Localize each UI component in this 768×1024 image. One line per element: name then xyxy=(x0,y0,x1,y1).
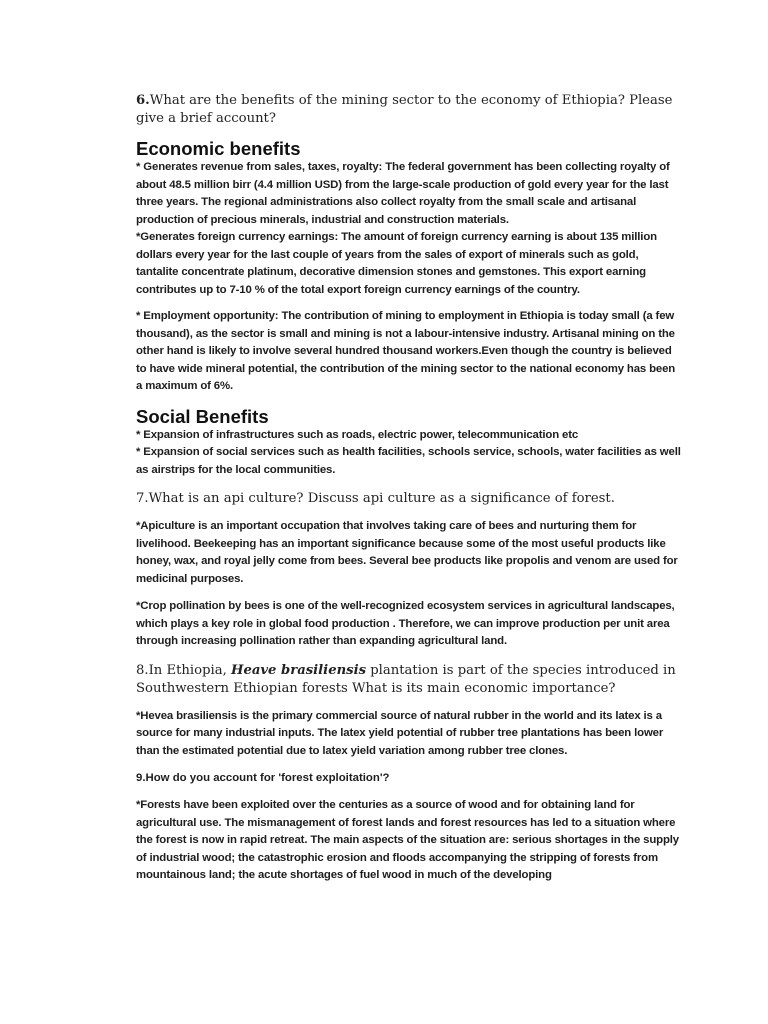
social-infrastructure-paragraph: * Expansion of infrastructures such as roads, electric power, telecommunication etc xyxy=(136,428,579,441)
question-9 xyxy=(136,770,681,787)
question-6-number: 6. xyxy=(136,93,150,108)
question-6-text: What are the benefits of the mining sector to the economy of Ethiopia? Please give a brief account? xyxy=(136,93,673,126)
economic-benefits-heading: Economic benefits xyxy=(136,138,301,159)
question-9-text: How do you account for 'forest exploitation'? xyxy=(145,772,390,784)
document-page xyxy=(136,92,681,885)
question-9-number: 9. xyxy=(136,772,146,784)
question-8-number: 8. xyxy=(136,662,149,678)
forest-exploitation-answer: *Forests have been exploited over the centuries as a source of wood and for obtaining land for agricultural use. The mismanagement of forest lands and forest resources has led to a situation where the forest is now in rapid retreat. The main aspects of the situation are: serious shortages in the supply of industrial wood; the catastrophic erosion and floods accompanying the stripping of forests from mountainous land; the acute shortages of fuel wood in much of the developing xyxy=(136,799,679,881)
social-benefits-heading: Social Benefits xyxy=(136,405,269,427)
economic-employment-paragraph: * Employment opportunity: The contribution of mining to employment in Ethiopia is today small (a few thousand), as the sector is small and mining is not a labour-intensive industry. Artisanal mining on the other hand is likely to involve several hundred thousand workers.Even though the country is believed to have wide mineral potential, the contribution of the mining sector to the national economy has been a maximum of 6%. xyxy=(136,310,676,392)
question-7-text: What is an api culture? Discuss api culture as a significance of forest. xyxy=(148,491,615,506)
social-services-paragraph: * Expansion of social services such as health facilities, schools service, schools, water facilities as well as airstrips for the local communities. xyxy=(136,446,681,476)
question-6 xyxy=(136,92,681,128)
economic-currency-paragraph: *Generates foreign currency earnings: The amount of foreign currency earning is about 135 million dollars every year for the last couple of years from the sales of export of minerals such as gold, tantalite concentrate platinum, decorative dimension stones and gemstones. This export earning contributes up to 7-10 % of the total export foreign currency earnings of the country. xyxy=(136,231,657,296)
apiculture-answer-1: *Apiculture is an important occupation that involves taking care of bees and nurturing them for livelihood. Beekeeping has an important significance because some of the most useful products like honey, wax, and royal jelly come from bees. Several bee products like propolis and venom are used for medicinal purposes. xyxy=(136,520,678,585)
question-8-species: Heave brasiliensis xyxy=(230,662,367,678)
economic-revenue-paragraph: * Generates revenue from sales, taxes, royalty: The federal government has been collecting royalty of about 48.5 million birr (4.4 million USD) from the large-scale production of gold every year for the last three years. The regional administrations also collect royalty from the small scale and artisanal production of precious minerals, industrial and construction materials. xyxy=(136,161,670,226)
question-7-number: 7. xyxy=(136,491,149,506)
hevea-answer: *Hevea brasiliensis is the primary commercial source of natural rubber in the world and its latex is a source for many industrial inputs. The latex yield potential of rubber tree plantations has been lower than the estimated potential due to latex yield variation among rubber tree clones. xyxy=(136,709,664,757)
question-8-text-after: plantation is part of the species introduced in Southwestern Ethiopian forests What is its main economic importance? xyxy=(136,662,676,696)
question-8 xyxy=(136,662,681,698)
apiculture-answer-2: *Crop pollination by bees is one of the well-recognized ecosystem services in agricultural landscapes, which plays a key role in global food production . Therefore, we can improve production per unit area through increasing pollination rather than expanding agricultural land. xyxy=(136,600,675,647)
question-7 xyxy=(136,490,681,508)
question-8-text-before: In Ethiopia, xyxy=(148,662,231,678)
